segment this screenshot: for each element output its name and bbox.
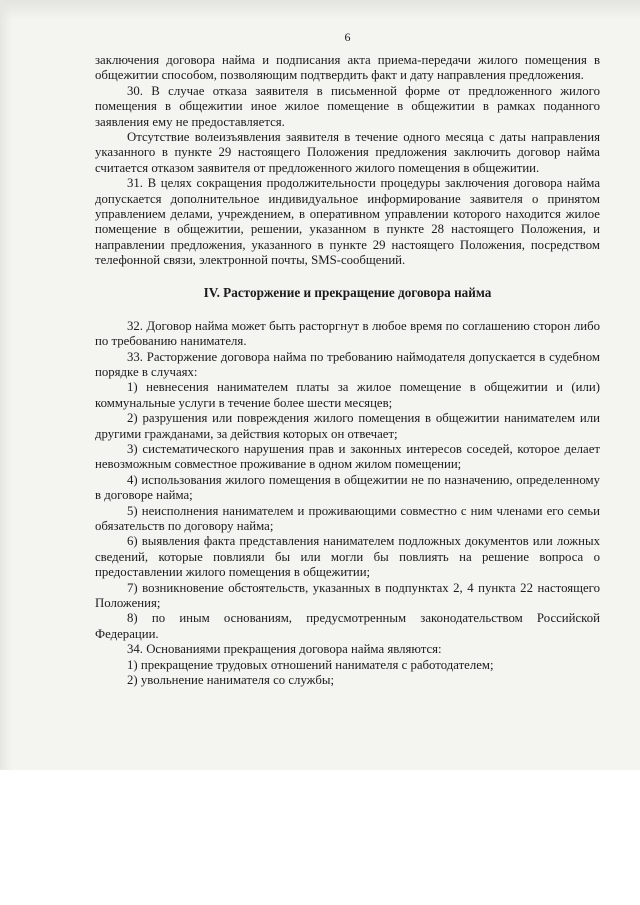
paragraph-continuation: заключения договора найма и подписания акта приема-передачи жилого помещения в общежитии способом, позволяющим подтвердить факт и дату направления предложения. xyxy=(95,53,600,83)
list-item-33-7: 7) возникновение обстоятельств, указанных в подпунктах 2, 4 пункта 22 настоящего Положения; xyxy=(95,580,600,610)
list-item-34-2: 2) увольнение нанимателя со службы; xyxy=(127,673,335,688)
paragraph-item-32: 32. Договор найма может быть расторгнут в любое время по соглашению сторон либо по требованию нанимателя. xyxy=(95,318,600,349)
list-item-33-5: 5) неисполнения нанимателем и проживающими совместно с ним членами его семьи обязательств по договору найма; xyxy=(95,503,600,533)
paragraph-item-31: 31. В целях сокращения продолжительности процедуры заключения договора найма допускается дополнительное индивидуальное информирование заявителя о принятом управлением делами, учреждением, в оперативном управлении которого находится жилое помещение в общежитии, решении, указанном в пункте 28 настоящего Положения, и направлении предложения, указанного в пункте 29 настоящего Положения, посредством телефонной связи, электронной почты, SMS-сообщений. xyxy=(95,176,600,268)
list-item-33-4: 4) использования жилого помещения в общежитии не по назначению, определенному в договоре найма; xyxy=(95,472,600,503)
section-heading: IV. Расторжение и прекращение договора найма xyxy=(203,284,492,300)
list-item-34-1: 1) прекращение трудовых отношений нанимателя с работодателем; xyxy=(127,657,494,672)
page-number: 6 xyxy=(344,30,351,44)
paragraph-item-30: 30. В случае отказа заявителя в письменной форме от предложенного жилого помещения в общежитии иное жилое помещение в общежитии в рамках поданного заявления ему не предоставляется. xyxy=(95,83,600,129)
list-item-33-2: 2) разрушения или повреждения жилого помещения в общежитии нанимателем или другими гражданами, за действия которых он отвечает; xyxy=(95,411,600,441)
list-item-33-1: 1) невнесения нанимателем платы за жилое помещение в общежитии и (или) коммунальные услуги в течение более шести месяцев; xyxy=(95,380,600,410)
list-item-33-3: 3) систематического нарушения прав и законных интересов соседей, которое делает невозможным совместное проживание в одном жилом помещении; xyxy=(95,441,600,472)
paragraph-no-response: Отсутствие волеизъявления заявителя в течение одного месяца с даты направления указанного в пункте 29 настоящего Положения предложения заключить договор найма считается отказом заявителя от предложенного жилого помещения в общежитии. xyxy=(95,130,600,175)
list-item-33-8: 8) по иным основаниям, предусмотренным законодательством Российской Федерации. xyxy=(95,611,600,641)
paragraph-item-34: 34. Основаниями прекращения договора найма являются: xyxy=(127,642,442,657)
list-item-33-6: 6) выявления факта представления нанимателем подложных документов или ложных сведений, которые повлияли бы или могли бы повлиять на решение вопроса о предоставлении жилого помещения в общежитии; xyxy=(95,534,600,580)
paragraph-item-33: 33. Расторжение договора найма по требованию наймодателя допускается в судебном порядке в случаях: xyxy=(95,349,600,379)
